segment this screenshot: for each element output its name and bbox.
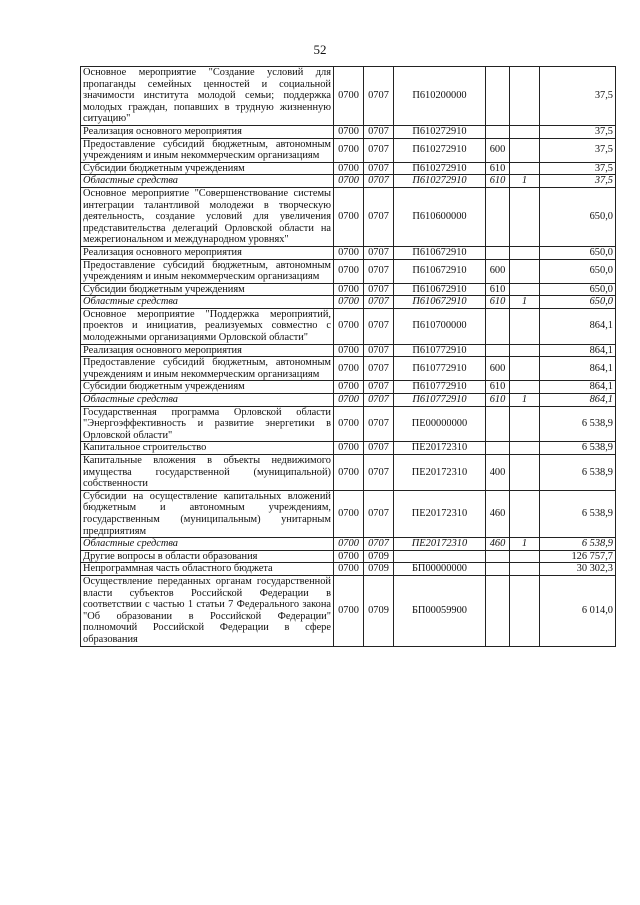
target-item-code: П610272910 bbox=[394, 125, 486, 138]
subsection-code: 0707 bbox=[364, 406, 394, 442]
table-row bbox=[81, 138, 616, 162]
target-item-code: ПЕ20172310 bbox=[394, 455, 486, 491]
expense-type-code: 600 bbox=[486, 138, 510, 162]
expense-type-code bbox=[486, 550, 510, 563]
row-description: Другие вопросы в области образования bbox=[81, 550, 334, 563]
target-item-code: БП00000000 bbox=[394, 563, 486, 576]
expense-type-code: 600 bbox=[486, 357, 510, 381]
amount: 37,5 bbox=[540, 162, 616, 175]
funding-source-code bbox=[510, 259, 540, 283]
row-description: Субсидии бюджетным учреждениям bbox=[81, 381, 334, 394]
target-item-code: П610772910 bbox=[394, 357, 486, 381]
table-row bbox=[81, 259, 616, 283]
expense-type-code: 610 bbox=[486, 175, 510, 188]
expense-type-code bbox=[486, 563, 510, 576]
table-row bbox=[81, 162, 616, 175]
section-code: 0700 bbox=[334, 455, 364, 491]
expense-type-code bbox=[486, 187, 510, 246]
table-row bbox=[81, 175, 616, 188]
table-row bbox=[81, 394, 616, 407]
section-code: 0700 bbox=[334, 538, 364, 551]
target-item-code: П610772910 bbox=[394, 344, 486, 357]
target-item-code: П610672910 bbox=[394, 283, 486, 296]
table-row bbox=[81, 381, 616, 394]
funding-source-code: 1 bbox=[510, 394, 540, 407]
row-description: Предоставление субсидий бюджетным, автономным учреждениям и иным некоммерческим организациям bbox=[81, 357, 334, 381]
amount: 6 538,9 bbox=[540, 538, 616, 551]
amount: 864,1 bbox=[540, 344, 616, 357]
amount: 864,1 bbox=[540, 394, 616, 407]
subsection-code: 0709 bbox=[364, 575, 394, 646]
expense-type-code bbox=[486, 442, 510, 455]
table-row bbox=[81, 125, 616, 138]
funding-source-code bbox=[510, 187, 540, 246]
funding-source-code bbox=[510, 455, 540, 491]
row-description: Областные средства bbox=[81, 296, 334, 309]
target-item-code: П610672910 bbox=[394, 259, 486, 283]
section-code: 0700 bbox=[334, 550, 364, 563]
row-description: Основное мероприятие "Совершенствование системы интеграции талантливой молодежи в творческую деятельность, создание условий для увеличения представительства делегаций Орловской области на межрегиональном и международном уровнях" bbox=[81, 187, 334, 246]
funding-source-code bbox=[510, 162, 540, 175]
page-number: 52 bbox=[313, 42, 327, 57]
funding-source-code bbox=[510, 283, 540, 296]
row-description: Субсидии на осуществление капитальных вложений бюджетным и автономным учреждениям, государственным (муниципальным) унитарным предприятиям bbox=[81, 490, 334, 537]
target-item-code: П610700000 bbox=[394, 308, 486, 344]
funding-source-code bbox=[510, 490, 540, 537]
target-item-code: ПЕ20172310 bbox=[394, 442, 486, 455]
table-row bbox=[81, 575, 616, 646]
section-code: 0700 bbox=[334, 344, 364, 357]
funding-source-code bbox=[510, 357, 540, 381]
target-item-code: П610272910 bbox=[394, 162, 486, 175]
target-item-code: П610672910 bbox=[394, 296, 486, 309]
row-description: Основное мероприятие "Создание условий для пропаганды семейных ценностей и социальной значимости института молодой семьи; поддержка молодых граждан, попавших в трудную жизненную ситуацию" bbox=[81, 67, 334, 126]
row-description: Субсидии бюджетным учреждениям bbox=[81, 162, 334, 175]
funding-source-code bbox=[510, 550, 540, 563]
target-item-code: П610672910 bbox=[394, 246, 486, 259]
subsection-code: 0707 bbox=[364, 296, 394, 309]
amount: 6 538,9 bbox=[540, 490, 616, 537]
expense-type-code: 460 bbox=[486, 538, 510, 551]
row-description: Основное мероприятие "Поддержка мероприятий, проектов и инициатив, реализуемых совместно с молодежными организациями Орловской области" bbox=[81, 308, 334, 344]
row-description: Предоставление субсидий бюджетным, автономным учреждениям и иным некоммерческим организациям bbox=[81, 259, 334, 283]
amount: 6 538,9 bbox=[540, 442, 616, 455]
expense-type-code: 460 bbox=[486, 490, 510, 537]
amount: 650,0 bbox=[540, 187, 616, 246]
section-code: 0700 bbox=[334, 357, 364, 381]
table-row bbox=[81, 246, 616, 259]
section-code: 0700 bbox=[334, 381, 364, 394]
section-code: 0700 bbox=[334, 490, 364, 537]
expense-type-code bbox=[486, 308, 510, 344]
subsection-code: 0707 bbox=[364, 442, 394, 455]
subsection-code: 0707 bbox=[364, 394, 394, 407]
target-item-code: П610772910 bbox=[394, 394, 486, 407]
expense-type-code: 610 bbox=[486, 162, 510, 175]
section-code: 0700 bbox=[334, 442, 364, 455]
row-description: Предоставление субсидий бюджетным, автономным учреждениям и иным некоммерческим организациям bbox=[81, 138, 334, 162]
section-code: 0700 bbox=[334, 175, 364, 188]
table-row bbox=[81, 296, 616, 309]
row-description: Реализация основного мероприятия bbox=[81, 344, 334, 357]
row-description: Осуществление переданных органам государственной власти субъектов Российской Федерации в соответствии с частью 1 статьи 7 Федерального закона "Об образовании в Российской Федерации" полномочий Российской Федерации в сфере образования bbox=[81, 575, 334, 646]
target-item-code: БП00059900 bbox=[394, 575, 486, 646]
amount: 37,5 bbox=[540, 138, 616, 162]
subsection-code: 0709 bbox=[364, 563, 394, 576]
subsection-code: 0707 bbox=[364, 138, 394, 162]
row-description: Капитальные вложения в объекты недвижимого имущества государственной (муниципальной) собственности bbox=[81, 455, 334, 491]
expense-type-code bbox=[486, 246, 510, 259]
table-row bbox=[81, 490, 616, 537]
row-description: Областные средства bbox=[81, 538, 334, 551]
table-row bbox=[81, 283, 616, 296]
target-item-code: П610272910 bbox=[394, 175, 486, 188]
expense-type-code bbox=[486, 575, 510, 646]
funding-source-code bbox=[510, 344, 540, 357]
table-row bbox=[81, 344, 616, 357]
section-code: 0700 bbox=[334, 406, 364, 442]
section-code: 0700 bbox=[334, 162, 364, 175]
amount: 864,1 bbox=[540, 381, 616, 394]
expense-type-code bbox=[486, 67, 510, 126]
funding-source-code bbox=[510, 125, 540, 138]
expense-type-code bbox=[486, 344, 510, 357]
funding-source-code bbox=[510, 246, 540, 259]
expense-type-code: 600 bbox=[486, 259, 510, 283]
amount: 6 538,9 bbox=[540, 455, 616, 491]
row-description: Непрограммная часть областного бюджета bbox=[81, 563, 334, 576]
subsection-code: 0707 bbox=[364, 344, 394, 357]
funding-source-code bbox=[510, 575, 540, 646]
expense-type-code: 610 bbox=[486, 394, 510, 407]
subsection-code: 0707 bbox=[364, 67, 394, 126]
funding-source-code: 1 bbox=[510, 296, 540, 309]
table-row bbox=[81, 187, 616, 246]
subsection-code: 0707 bbox=[364, 187, 394, 246]
row-description: Государственная программа Орловской области "Энергоэффективность и развитие энергетики в Орловской области" bbox=[81, 406, 334, 442]
amount: 6 014,0 bbox=[540, 575, 616, 646]
section-code: 0700 bbox=[334, 296, 364, 309]
amount: 37,5 bbox=[540, 67, 616, 126]
funding-source-code: 1 bbox=[510, 538, 540, 551]
target-item-code: П610772910 bbox=[394, 381, 486, 394]
funding-source-code: 1 bbox=[510, 175, 540, 188]
table-row bbox=[81, 442, 616, 455]
amount: 650,0 bbox=[540, 283, 616, 296]
section-code: 0700 bbox=[334, 138, 364, 162]
funding-source-code bbox=[510, 138, 540, 162]
target-item-code: ПЕ00000000 bbox=[394, 406, 486, 442]
table-row bbox=[81, 538, 616, 551]
target-item-code: П610272910 bbox=[394, 138, 486, 162]
row-description: Субсидии бюджетным учреждениям bbox=[81, 283, 334, 296]
subsection-code: 0707 bbox=[364, 308, 394, 344]
amount: 126 757,7 bbox=[540, 550, 616, 563]
section-code: 0700 bbox=[334, 575, 364, 646]
subsection-code: 0707 bbox=[364, 246, 394, 259]
expense-type-code bbox=[486, 125, 510, 138]
section-code: 0700 bbox=[334, 246, 364, 259]
section-code: 0700 bbox=[334, 394, 364, 407]
funding-source-code bbox=[510, 381, 540, 394]
row-description: Областные средства bbox=[81, 394, 334, 407]
subsection-code: 0707 bbox=[364, 283, 394, 296]
row-description: Капитальное строительство bbox=[81, 442, 334, 455]
target-item-code bbox=[394, 550, 486, 563]
table-row bbox=[81, 563, 616, 576]
expense-type-code: 610 bbox=[486, 381, 510, 394]
expense-type-code bbox=[486, 406, 510, 442]
subsection-code: 0707 bbox=[364, 125, 394, 138]
funding-source-code bbox=[510, 442, 540, 455]
expense-type-code: 610 bbox=[486, 283, 510, 296]
amount: 37,5 bbox=[540, 175, 616, 188]
subsection-code: 0707 bbox=[364, 259, 394, 283]
row-description: Областные средства bbox=[81, 175, 334, 188]
section-code: 0700 bbox=[334, 308, 364, 344]
subsection-code: 0707 bbox=[364, 381, 394, 394]
amount: 30 302,3 bbox=[540, 563, 616, 576]
subsection-code: 0707 bbox=[364, 538, 394, 551]
subsection-code: 0707 bbox=[364, 490, 394, 537]
amount: 650,0 bbox=[540, 246, 616, 259]
section-code: 0700 bbox=[334, 259, 364, 283]
funding-source-code bbox=[510, 406, 540, 442]
amount: 37,5 bbox=[540, 125, 616, 138]
subsection-code: 0707 bbox=[364, 455, 394, 491]
amount: 864,1 bbox=[540, 308, 616, 344]
funding-source-code bbox=[510, 563, 540, 576]
section-code: 0700 bbox=[334, 67, 364, 126]
budget-table bbox=[80, 66, 616, 647]
table-row bbox=[81, 308, 616, 344]
subsection-code: 0709 bbox=[364, 550, 394, 563]
subsection-code: 0707 bbox=[364, 175, 394, 188]
target-item-code: ПЕ20172310 bbox=[394, 538, 486, 551]
expense-type-code: 610 bbox=[486, 296, 510, 309]
amount: 6 538,9 bbox=[540, 406, 616, 442]
expense-type-code: 400 bbox=[486, 455, 510, 491]
section-code: 0700 bbox=[334, 563, 364, 576]
amount: 864,1 bbox=[540, 357, 616, 381]
subsection-code: 0707 bbox=[364, 162, 394, 175]
table-row bbox=[81, 406, 616, 442]
funding-source-code bbox=[510, 67, 540, 126]
row-description: Реализация основного мероприятия bbox=[81, 246, 334, 259]
funding-source-code bbox=[510, 308, 540, 344]
section-code: 0700 bbox=[334, 187, 364, 246]
target-item-code: ПЕ20172310 bbox=[394, 490, 486, 537]
table-row bbox=[81, 550, 616, 563]
budget-table-body bbox=[81, 67, 616, 647]
amount: 650,0 bbox=[540, 259, 616, 283]
table-row bbox=[81, 67, 616, 126]
amount: 650,0 bbox=[540, 296, 616, 309]
table-row bbox=[81, 455, 616, 491]
table-row bbox=[81, 357, 616, 381]
target-item-code: П610600000 bbox=[394, 187, 486, 246]
row-description: Реализация основного мероприятия bbox=[81, 125, 334, 138]
section-code: 0700 bbox=[334, 125, 364, 138]
target-item-code: П610200000 bbox=[394, 67, 486, 126]
section-code: 0700 bbox=[334, 283, 364, 296]
subsection-code: 0707 bbox=[364, 357, 394, 381]
